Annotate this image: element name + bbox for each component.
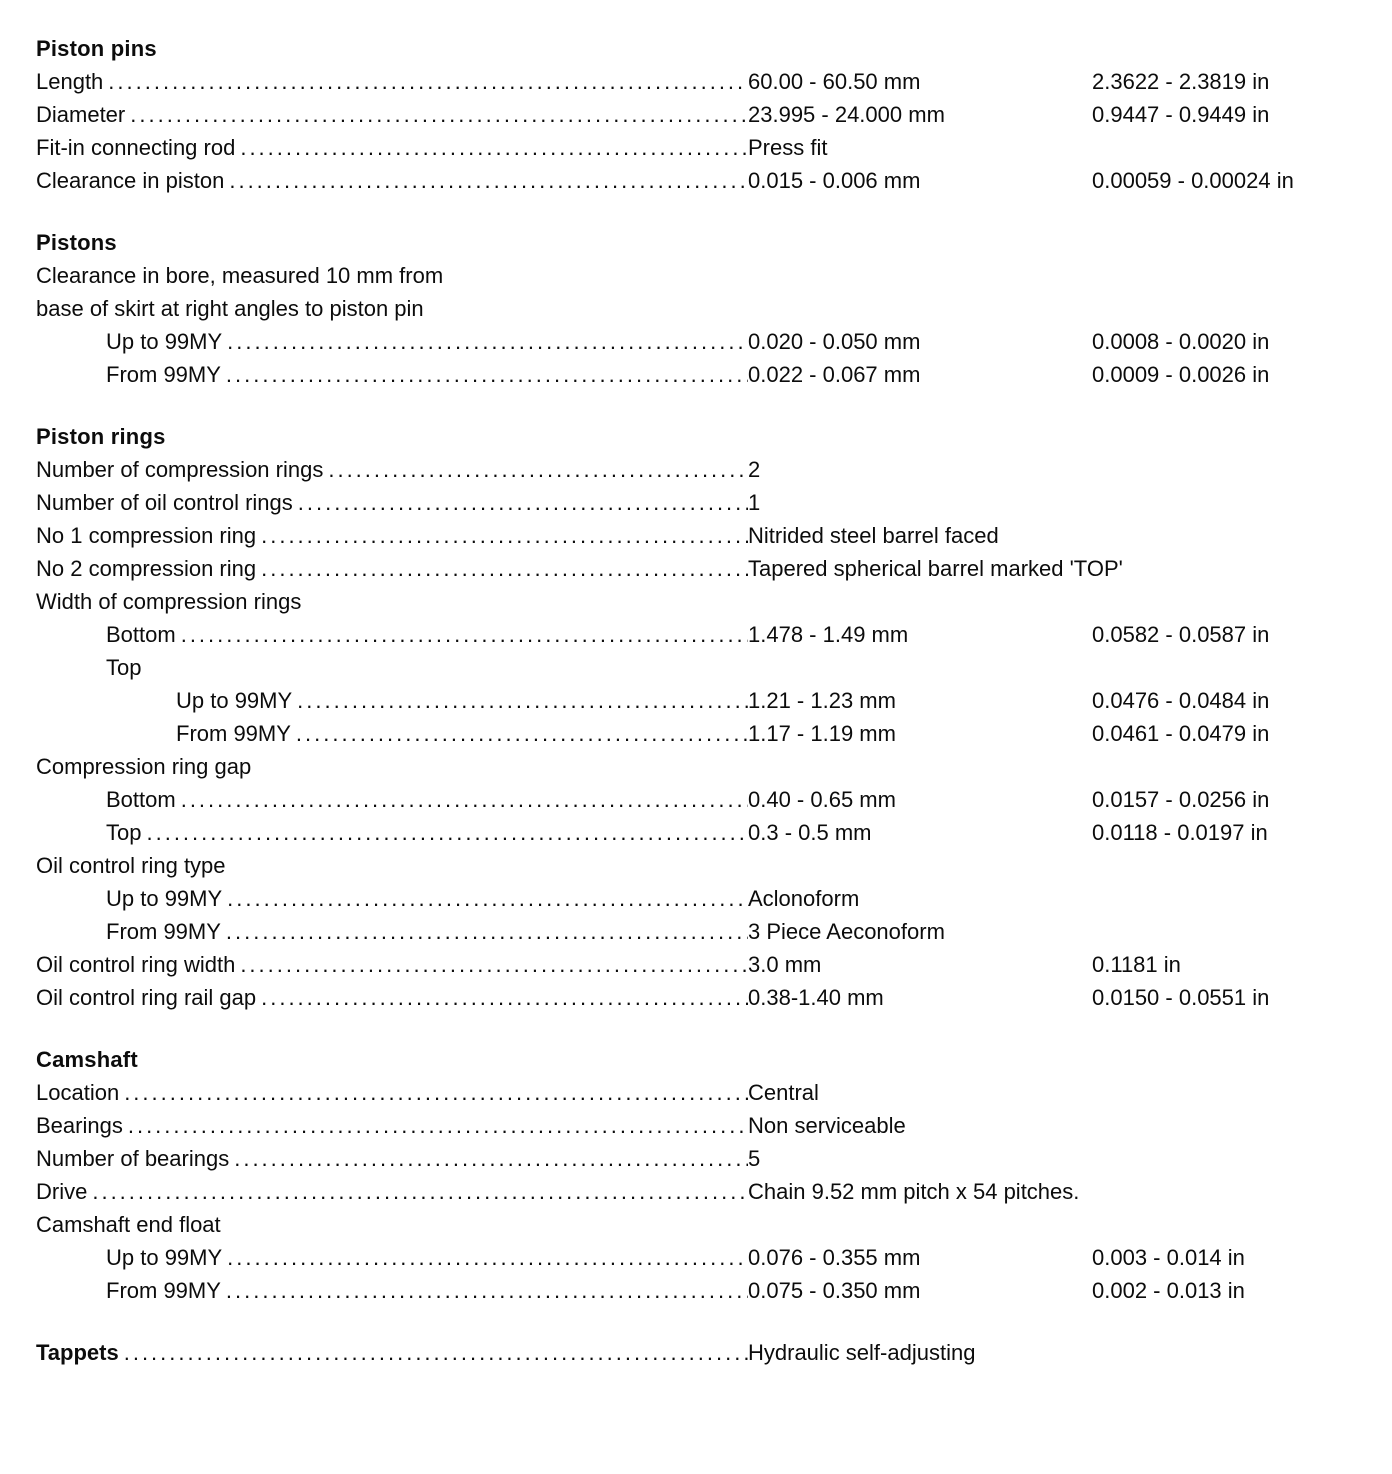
dot-leader [103, 65, 748, 98]
label-area [36, 981, 748, 1014]
label-area [36, 816, 748, 849]
label-area [36, 1076, 748, 1109]
spec-row [36, 981, 1356, 1014]
label-area [36, 651, 748, 684]
dot-leader [256, 981, 748, 1014]
spec-row [36, 1175, 1356, 1208]
spec-label: From 99MY [106, 362, 221, 387]
spec-label: No 1 compression ring [36, 523, 257, 548]
metric-value: 2 [748, 457, 761, 482]
spec-label: Number of oil control rings [36, 490, 293, 515]
label-area [36, 486, 748, 519]
spec-section [36, 32, 1356, 197]
spec-label: Compression ring gap [36, 754, 252, 779]
label-area [36, 618, 748, 651]
spec-row [36, 131, 1356, 164]
label-area [36, 1175, 748, 1208]
label-area [36, 915, 748, 948]
metric-value: 60.00 - 60.50 mm [748, 69, 921, 94]
spec-section [36, 1336, 1356, 1369]
dot-leader [292, 684, 748, 717]
dot-leader [224, 164, 748, 197]
dot-leader [87, 1175, 748, 1208]
metric-value: 0.022 - 0.067 mm [748, 362, 921, 387]
spec-label: Number of bearings [36, 1146, 230, 1171]
spec-label: Location [36, 1080, 120, 1105]
imperial-value: 0.0009 - 0.0026 in [1092, 362, 1270, 387]
label-area [36, 1241, 748, 1274]
imperial-value: 0.0150 - 0.0551 in [1092, 985, 1270, 1010]
metric-value: 3.0 mm [748, 952, 822, 977]
spec-row [36, 1208, 1356, 1241]
spec-row [36, 98, 1356, 131]
spec-label: Up to 99MY [106, 1245, 223, 1270]
spec-section [36, 1043, 1356, 1307]
imperial-value: 0.0476 - 0.0484 in [1092, 688, 1270, 713]
dot-leader [229, 1142, 748, 1175]
spec-row [36, 717, 1356, 750]
metric-value: 23.995 - 24.000 mm [748, 102, 945, 127]
spec-section [36, 420, 1356, 1014]
label-area [36, 552, 748, 585]
label-area [36, 1142, 748, 1175]
spec-row [36, 1241, 1356, 1274]
label-area [36, 1274, 748, 1307]
spec-row [36, 816, 1356, 849]
spec-label: Drive [36, 1179, 88, 1204]
metric-value: 0.38-1.40 mm [748, 985, 884, 1010]
dot-leader [222, 882, 748, 915]
metric-value: Non serviceable [748, 1113, 906, 1138]
imperial-value: 0.0582 - 0.0587 in [1092, 622, 1270, 647]
metric-value: 0.075 - 0.350 mm [748, 1278, 921, 1303]
spec-row [36, 453, 1356, 486]
label-area [36, 259, 748, 292]
spec-row [36, 684, 1356, 717]
spec-label: Fit-in connecting rod [36, 135, 236, 160]
dot-leader [235, 131, 748, 164]
section-title: Piston rings [36, 424, 166, 449]
spec-row [36, 259, 1356, 292]
spec-row [36, 849, 1356, 882]
dot-leader [176, 783, 748, 816]
label-area [36, 164, 748, 197]
dot-leader [141, 816, 748, 849]
spec-row [36, 1336, 1356, 1369]
imperial-value: 0.002 - 0.013 in [1092, 1278, 1245, 1303]
spec-label: base of skirt at right angles to piston pin [36, 296, 424, 321]
spec-row [36, 1109, 1356, 1142]
metric-value: 0.076 - 0.355 mm [748, 1245, 921, 1270]
metric-value: 0.3 - 0.5 mm [748, 820, 872, 845]
metric-value: 1.478 - 1.49 mm [748, 622, 909, 647]
dot-leader [176, 618, 748, 651]
spec-label: Clearance in bore, measured 10 mm from [36, 263, 444, 288]
spec-label: Top [106, 820, 142, 845]
dot-leader [125, 98, 748, 131]
metric-value: Tapered spherical barrel marked 'TOP' [748, 556, 1123, 581]
dot-leader [119, 1076, 748, 1109]
metric-value: Central [748, 1080, 819, 1105]
spec-row [36, 750, 1356, 783]
imperial-value: 0.0157 - 0.0256 in [1092, 787, 1270, 812]
spec-row [36, 552, 1356, 585]
spec-label: Number of compression rings [36, 457, 324, 482]
spec-row [36, 585, 1356, 618]
imperial-value: 0.1181 in [1092, 952, 1181, 977]
label-area [36, 292, 748, 325]
label-area [36, 65, 748, 98]
dot-leader [256, 519, 748, 552]
spec-label: From 99MY [106, 919, 221, 944]
metric-value: 1 [748, 490, 761, 515]
spec-row [36, 1274, 1356, 1307]
spec-row [36, 65, 1356, 98]
spec-label: From 99MY [176, 721, 291, 746]
spec-row [36, 292, 1356, 325]
section-title: Camshaft [36, 1047, 138, 1072]
label-area [36, 98, 748, 131]
dot-leader [293, 486, 748, 519]
dot-leader [123, 1109, 748, 1142]
spec-row [36, 882, 1356, 915]
label-area [36, 717, 748, 750]
label-area [36, 585, 748, 618]
spec-label: Oil control ring rail gap [36, 985, 257, 1010]
dot-leader [221, 915, 748, 948]
dot-leader [256, 552, 748, 585]
imperial-value: 2.3622 - 2.3819 in [1092, 69, 1270, 94]
spec-row [36, 1142, 1356, 1175]
spec-label: Oil control ring width [36, 952, 236, 977]
spec-row [36, 783, 1356, 816]
spec-label: Tappets [36, 1340, 119, 1365]
imperial-value: 0.9447 - 0.9449 in [1092, 102, 1270, 127]
spec-label: Clearance in piston [36, 168, 225, 193]
spec-label: Up to 99MY [176, 688, 293, 713]
section-title: Piston pins [36, 36, 157, 61]
metric-value: Aclonoform [748, 886, 860, 911]
dot-leader [291, 717, 748, 750]
label-area [36, 519, 748, 552]
spec-row [36, 1076, 1356, 1109]
spec-label: Length [36, 69, 104, 94]
spec-label: Diameter [36, 102, 126, 127]
metric-value: Hydraulic self-adjusting [748, 1340, 976, 1365]
spec-label: Camshaft end float [36, 1212, 221, 1237]
label-area [36, 882, 748, 915]
metric-value: 5 [748, 1146, 761, 1171]
spec-row [36, 486, 1356, 519]
label-area [36, 325, 748, 358]
dot-leader [222, 1241, 748, 1274]
spec-row [36, 325, 1356, 358]
spec-label: Oil control ring type [36, 853, 226, 878]
imperial-value: 0.0118 - 0.0197 in [1092, 820, 1268, 845]
spec-label: Up to 99MY [106, 329, 223, 354]
imperial-value: 0.003 - 0.014 in [1092, 1245, 1245, 1270]
dot-leader [221, 1274, 748, 1307]
spec-label: Bottom [106, 622, 176, 647]
label-area [36, 684, 748, 717]
dot-leader [323, 453, 748, 486]
spec-row [36, 358, 1356, 391]
metric-value: 0.020 - 0.050 mm [748, 329, 921, 354]
spec-row [36, 519, 1356, 552]
dot-leader [235, 948, 748, 981]
metric-value: Chain 9.52 mm pitch x 54 pitches. [748, 1179, 1080, 1204]
spec-row [36, 164, 1356, 197]
spec-row [36, 948, 1356, 981]
spec-row [36, 915, 1356, 948]
label-area [36, 1208, 748, 1241]
imperial-value: 0.00059 - 0.00024 in [1092, 168, 1294, 193]
spec-section [36, 226, 1356, 391]
spec-label: Bottom [106, 787, 176, 812]
label-area [36, 131, 748, 164]
label-area [36, 1109, 748, 1142]
metric-value: Press fit [748, 135, 828, 160]
spec-label: No 2 compression ring [36, 556, 257, 581]
imperial-value: 0.0008 - 0.0020 in [1092, 329, 1270, 354]
label-area [36, 948, 748, 981]
label-area [36, 358, 748, 391]
dot-leader [119, 1336, 748, 1369]
label-area [36, 783, 748, 816]
dot-leader [222, 325, 748, 358]
metric-value: 1.21 - 1.23 mm [748, 688, 896, 713]
spec-row [36, 651, 1356, 684]
imperial-value: 0.0461 - 0.0479 in [1092, 721, 1270, 746]
metric-value: Nitrided steel barrel faced [748, 523, 999, 548]
metric-value: 0.015 - 0.006 mm [748, 168, 921, 193]
spec-row [36, 618, 1356, 651]
label-area [36, 453, 748, 486]
section-title: Pistons [36, 230, 117, 255]
spec-label: From 99MY [106, 1278, 221, 1303]
label-area [36, 849, 748, 882]
spec-label: Bearings [36, 1113, 123, 1138]
metric-value: 0.40 - 0.65 mm [748, 787, 896, 812]
label-area [36, 1336, 748, 1369]
label-area [36, 750, 748, 783]
metric-value: 3 Piece Aeconoform [748, 919, 945, 944]
dot-leader [221, 358, 748, 391]
spec-label: Width of compression rings [36, 589, 302, 614]
spec-label: Up to 99MY [106, 886, 223, 911]
spec-label: Top [106, 655, 142, 680]
metric-value: 1.17 - 1.19 mm [748, 721, 896, 746]
